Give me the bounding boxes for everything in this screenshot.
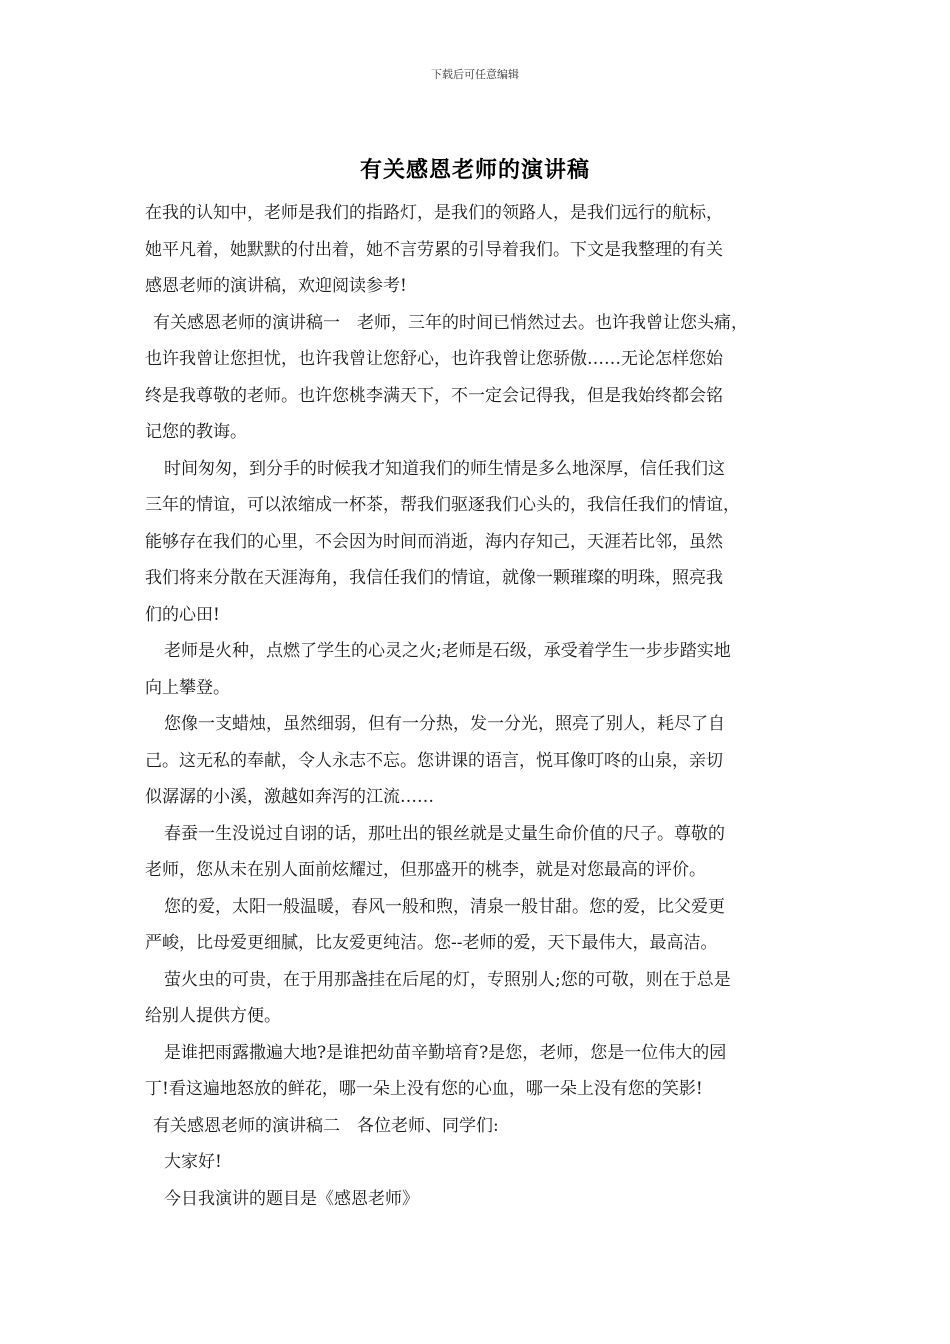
body-line: 在我的认知中，老师是我们的指路灯，是我们的领路人，是我们远行的航标， <box>145 203 723 223</box>
paragraph-start: 萤火虫的可贵，在于用那盏挂在后尾的灯，专照别人;您的可敬，则在于总是 <box>164 969 731 990</box>
document-body <box>145 198 810 1220</box>
section-heading-2: 有关感恩老师的演讲稿二 各位老师、同学们: <box>153 1115 499 1136</box>
body-line: 向上攀登。 <box>145 677 230 698</box>
body-line: 终是我尊敬的老师。也许您桃李满天下，不一定会记得我，但是我始终都会铭 <box>145 385 723 406</box>
body-line: 感恩老师的演讲稿，欢迎阅读参考! <box>145 276 407 296</box>
paragraph-start: 今日我演讲的题目是《感恩老师》 <box>164 1188 419 1209</box>
body-line: 似潺潺的小溪，激越如奔泻的江流…… <box>145 787 434 807</box>
body-line: 己。这无私的奉献，令人永志不忘。您讲课的语言，悦耳像叮咚的山泉，亲切 <box>145 750 723 771</box>
paragraph-start: 是谁把雨露撒遍大地?是谁把幼苗辛勤培育?是您，老师，您是一位伟大的园 <box>164 1042 727 1063</box>
section-heading-1: 有关感恩老师的演讲稿一 老师，三年的时间已悄然过去。也许我曾让您头痛， <box>153 312 748 333</box>
body-line: 们的心田! <box>145 604 220 625</box>
document-title: 有关感恩老师的演讲稿 <box>359 158 590 183</box>
body-line: 记您的教诲。 <box>145 422 247 442</box>
body-line: 她平凡着，她默默的付出着，她不言劳累的引导着我们。下文是我整理的有关 <box>145 239 723 260</box>
paragraph-start: 您的爱，太阳一般温暖，春风一般和煦，清泉一般甘甜。您的爱，比父爱更 <box>164 896 725 917</box>
body-line: 给别人提供方便。 <box>145 1006 281 1026</box>
body-line: 我们将来分散在天涯海角，我信任我们的情谊，就像一颗璀璨的明珠，照亮我 <box>145 568 723 588</box>
body-line: 严峻，比母爱更细腻，比友爱更纯洁。您--老师的爱，天下最伟大，最高洁。 <box>145 933 718 953</box>
body-line: 老师，您从未在别人面前炫耀过，但那盛开的桃李，就是对您最高的评价。 <box>145 860 706 880</box>
body-line: 能够存在我们的心里，不会因为时间而消逝，海内存知己，天涯若比邻，虽然 <box>145 531 723 552</box>
paragraph-start: 大家好! <box>164 1152 222 1172</box>
paragraph-start: 您像一支蜡烛，虽然细弱，但有一分热，发一分光，照亮了别人，耗尽了自 <box>164 714 725 734</box>
body-line: 也许我曾让您担忧，也许我曾让您舒心，也许我曾让您骄傲……无论怎样您始 <box>145 349 723 369</box>
paragraph-start: 老师是火种，点燃了学生的心灵之火;老师是石级，承受着学生一步步踏实地 <box>164 641 731 661</box>
header-note: 下载后可任意编辑 <box>431 68 519 81</box>
body-line: 丁!看这遍地怒放的鲜花，哪一朵上没有您的心血，哪一朵上没有您的笑影! <box>145 1079 703 1099</box>
paragraph-start: 春蚕一生没说过自诩的话，那吐出的银丝就是丈量生命价值的尺子。尊敬的 <box>164 823 725 844</box>
body-line: 三年的情谊，可以浓缩成一杯茶，帮我们驱逐我们心头的，我信任我们的情谊， <box>145 495 740 515</box>
paragraph-start: 时间匆匆，到分手的时候我才知道我们的师生情是多么地深厚，信任我们这 <box>164 458 725 479</box>
